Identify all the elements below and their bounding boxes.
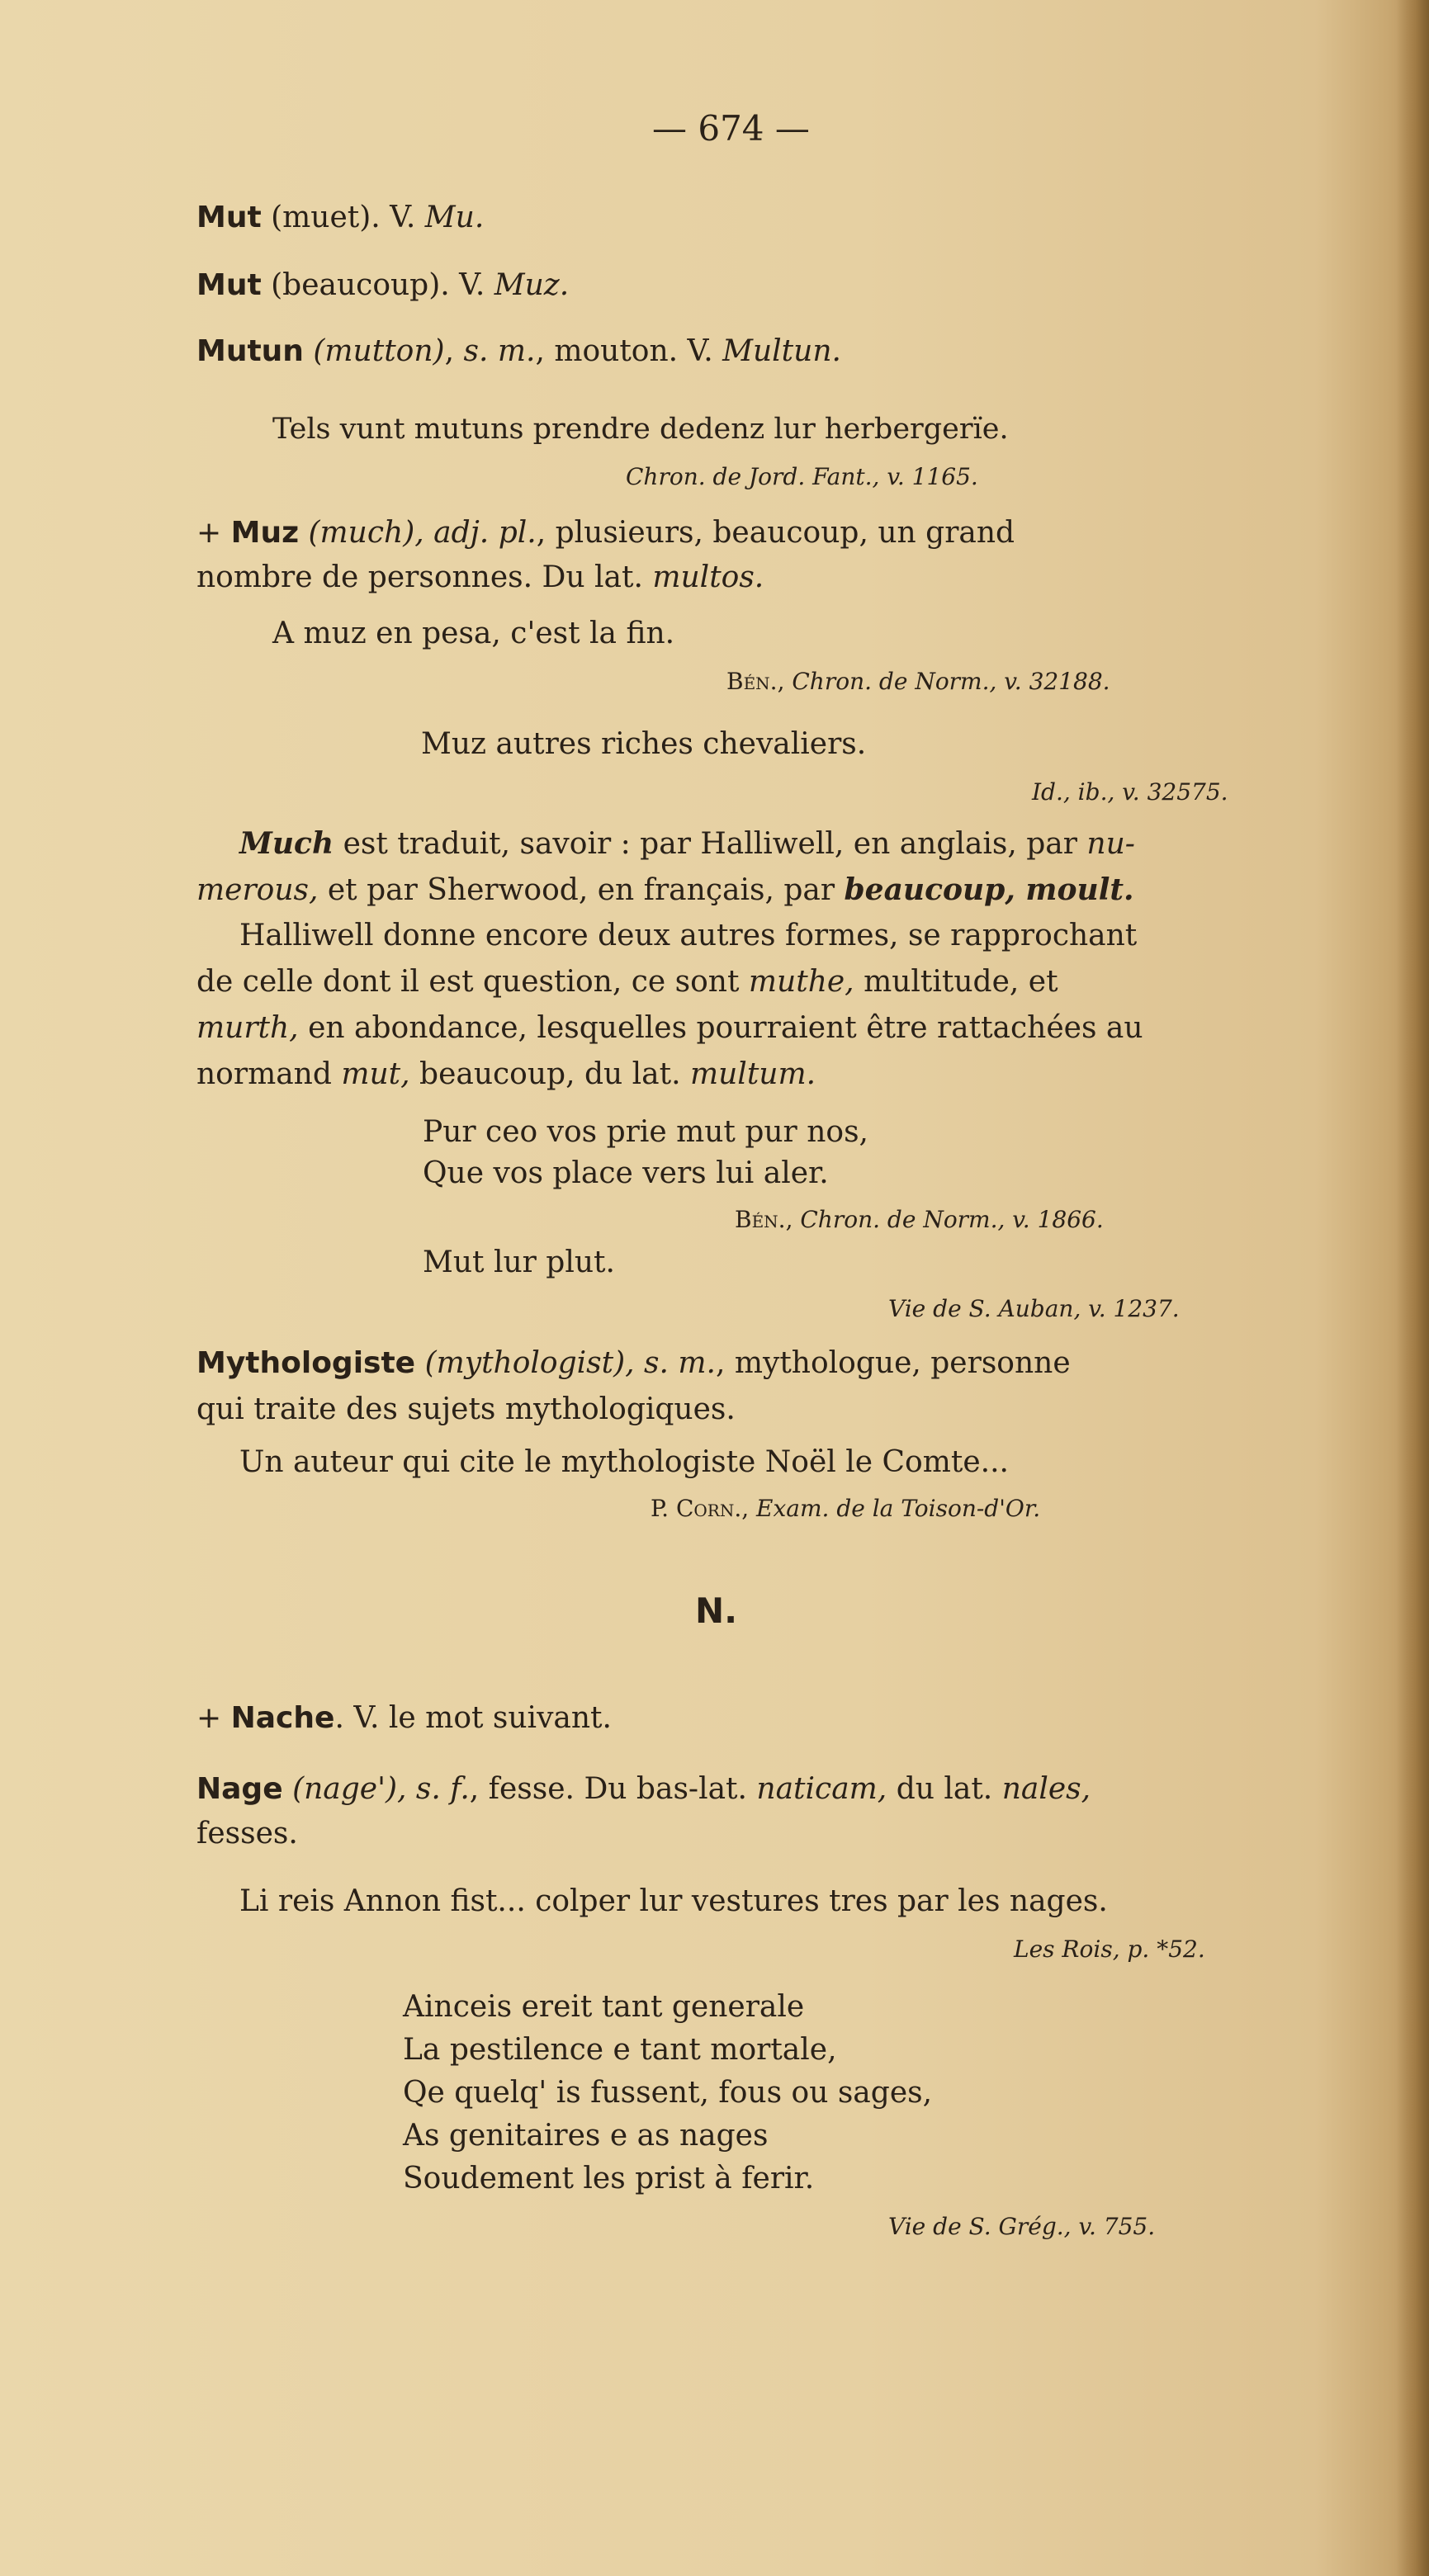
work: Chron. de Norm., v. 1866.	[793, 1206, 1104, 1233]
text: est traduit, savoir : par Halliwell, en anglais, par	[334, 827, 1087, 861]
headword: Nage	[196, 1772, 283, 1806]
definition: , mythologue, personne	[715, 1346, 1071, 1380]
quotation: Pur ceo vos prie mut pur nos,	[423, 1115, 868, 1149]
etymon: (much), adj. pl.	[308, 516, 537, 550]
quotation: Mut lur plut.	[423, 1245, 615, 1279]
entry-nache	[196, 1700, 612, 1737]
etymology: nales,	[1001, 1772, 1091, 1806]
etymon: (mutton)	[313, 334, 445, 368]
added-entry-cross: +	[196, 516, 222, 550]
quotation: Li reis Annon fist... colper lur vestures tres par les nages.	[239, 1884, 1108, 1918]
headword: Nache	[230, 1701, 335, 1735]
author: Bén.,	[735, 1206, 793, 1233]
page-number: — 674 —	[652, 108, 810, 149]
headword: Muz	[230, 516, 300, 550]
definition: , mouton. V.	[535, 334, 723, 368]
headword: Mutun	[196, 334, 304, 368]
note-line: Halliwell donne encore deux autres formes, se rapprochant	[239, 919, 1138, 952]
verse-line: As genitaires e as nages	[403, 2119, 769, 2153]
entry-muz	[196, 515, 1015, 551]
term: merous,	[196, 873, 319, 907]
work: Exam. de la Toison-d'Or.	[749, 1495, 1041, 1522]
cross-reference: Muz.	[494, 268, 570, 302]
text: multitude, et	[854, 965, 1058, 999]
etymon: (mythologist), s. m.	[424, 1346, 716, 1380]
etymology: multos.	[652, 560, 764, 594]
quotation-source	[735, 1202, 1104, 1238]
verse-line: Qe quelq' is fussent, fous ou sages,	[403, 2076, 933, 2110]
note-line	[196, 1010, 1143, 1047]
note-line	[196, 1056, 816, 1093]
definition-cont: fesses.	[196, 1817, 298, 1850]
quotation-source: Chron. de Jord. Fant., v. 1165.	[626, 463, 978, 490]
verse-line: Ainceis ereit tant generale	[403, 1990, 805, 2024]
term: Much	[239, 826, 334, 861]
definition-cont: nombre de personnes. Du lat.	[196, 560, 653, 594]
text: normand	[196, 1057, 342, 1091]
quotation-source: Les Rois, p. *52.	[1014, 1936, 1205, 1963]
grammar: s. m.	[463, 334, 536, 368]
term: mut,	[341, 1057, 410, 1091]
quotation: Tels vunt mutuns prendre dedenz lur herbergerïe.	[272, 413, 1009, 446]
entry-muz-line2	[196, 560, 764, 596]
headword: Mythologiste	[196, 1346, 416, 1380]
text: en abondance, lesquelles pourraient être rattachées au	[298, 1011, 1143, 1045]
work: Chron. de Norm., v. 32188.	[784, 668, 1110, 695]
headword: Mut	[196, 201, 262, 234]
definition: . V. le mot suivant.	[334, 1701, 612, 1735]
note-line	[196, 872, 1134, 909]
entry-mythologiste	[196, 1345, 1071, 1382]
note-line	[196, 964, 1058, 1000]
text: et par Sherwood, en français, par	[318, 873, 845, 907]
etymon: (nage'), s. f.	[292, 1772, 470, 1806]
definition-cont: qui traite des sujets mythologiques.	[196, 1392, 736, 1426]
page-edge-shadow	[1396, 0, 1429, 2576]
entry-mut-muet	[196, 200, 484, 236]
text: de celle dont il est question, ce sont	[196, 965, 749, 999]
text: beaucoup, du lat.	[409, 1057, 690, 1091]
definition: du lat.	[887, 1772, 1002, 1806]
headword: Mut	[196, 268, 262, 302]
verse-line: Soudement les prist à ferir.	[403, 2162, 815, 2196]
definition: , plusieurs, beaucoup, un grand	[536, 516, 1015, 550]
quotation: Que vos place vers lui aler.	[423, 1156, 829, 1190]
author: P. Corn.,	[651, 1495, 750, 1522]
quotation: A muz en pesa, c'est la fin.	[272, 617, 675, 650]
section-letter: N.	[695, 1591, 738, 1631]
term: beaucoup, moult.	[844, 872, 1134, 907]
cross-reference: Mu.	[424, 201, 485, 234]
verse-line: La pestilence e tant mortale,	[403, 2033, 837, 2067]
quotation-source: Id., ib., v. 32575.	[1032, 778, 1228, 806]
cross-reference: Multun.	[722, 334, 841, 368]
note-line	[239, 825, 1135, 863]
definition: , fesse. Du bas-lat.	[469, 1772, 757, 1806]
added-entry-cross: +	[196, 1701, 222, 1735]
quotation: Un auteur qui cite le mythologiste Noël le Comte...	[239, 1445, 1009, 1479]
quotation: Muz autres riches chevaliers.	[421, 727, 867, 761]
quotation-source: Vie de S. Auban, v. 1237.	[888, 1295, 1180, 1322]
term: nu-	[1086, 827, 1135, 861]
entry-mut-beaucoup	[196, 267, 569, 304]
entry-text: (beaucoup). V.	[261, 268, 494, 302]
term: muthe,	[748, 965, 854, 999]
term: multum.	[689, 1057, 816, 1091]
quotation-source	[726, 664, 1110, 700]
quotation-source: Vie de S. Grég., v. 755.	[888, 2213, 1156, 2240]
entry-mutun: Mutun (mutton), s. m., mouton. V. Multun.	[196, 334, 841, 368]
etymology: naticam,	[756, 1772, 887, 1806]
quotation-source	[651, 1491, 1040, 1527]
entry-text: (muet). V.	[261, 201, 425, 234]
author: Bén.,	[726, 668, 785, 695]
entry-nage	[196, 1771, 1091, 1808]
term: murth,	[196, 1011, 299, 1045]
